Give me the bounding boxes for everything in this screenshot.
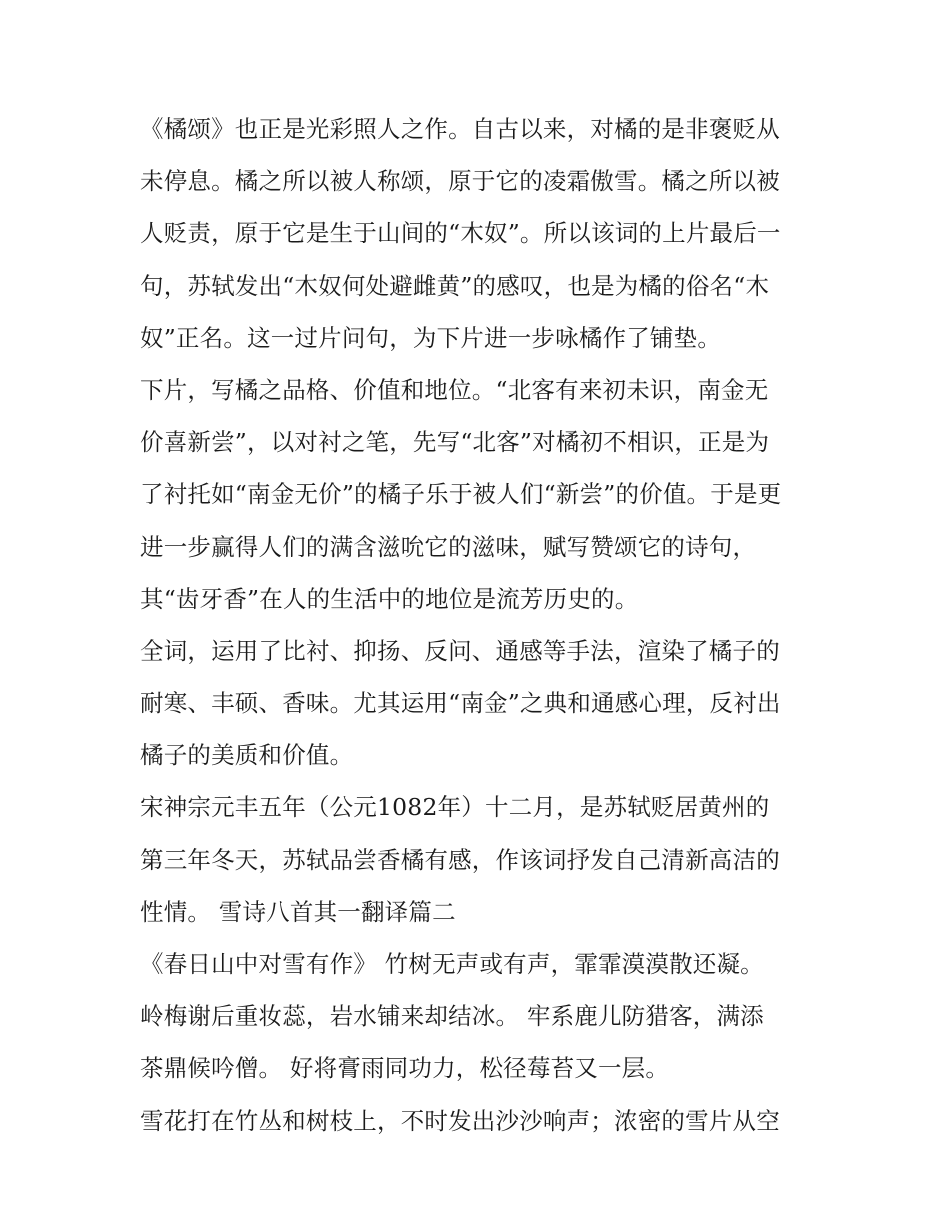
text-line-2: 未停息。橘之所以被人称颂，原于它的凌霜傲雪。橘之所以被 (140, 167, 780, 196)
text-line-10: 其“齿牙香”在人的生活中的地位是流芳历史的。 (140, 584, 639, 613)
text-line-8: 了衬托如“南金无价”的橘子乐于被人们“新尝”的价值。于是更 (140, 480, 782, 509)
text-line-6: 下片，写橘之品格、价值和地位。“北客有来初未识，南金无 (140, 375, 769, 404)
text-line-3: 人贬责，原于它是生于山间的“木奴”。所以该词的上片最后一 (140, 219, 781, 248)
text-line-18: 岭梅谢后重妆蕊，岩水铺来却结冰。 牢系鹿儿防猎客，满添 (140, 1002, 764, 1031)
text-line-7: 价喜新尝”，以对衬之笔，先写“北客”对橘初不相识，正是为 (140, 428, 770, 457)
text-line-15: 第三年冬天，苏轼品尝香橘有感，作该词抒发自己清新高洁的 (140, 845, 780, 874)
text-line-20: 雪花打在竹丛和树枝上，不时发出沙沙响声；浓密的雪片从空 (140, 1106, 780, 1135)
document-body (140, 103, 830, 1147)
text-line-16: 性情。 雪诗八首其一翻译篇二 (140, 897, 456, 926)
text-line-11: 全词，运用了比衬、抑扬、反问、通感等手法，渲染了橘子的 (140, 636, 780, 665)
text-line-14: 宋神宗元丰五年（公元1082年）十二月，是苏轼贬居黄州的 (140, 793, 770, 822)
text-line-4: 句，苏轼发出“木奴何处避雌黄”的感叹，也是为橘的俗名“木 (140, 271, 770, 300)
text-line-1: 《橘颂》也正是光彩照人之作。自古以来，对橘的是非褒贬从 (140, 115, 780, 143)
text-line-13: 橘子的美质和价值。 (140, 741, 354, 770)
text-line-19: 茶鼎候吟僧。 好将膏雨同功力，松径莓苔又一层。 (140, 1054, 670, 1083)
text-line-17: 《春日山中对雪有作》 竹树无声或有声，霏霏漠漠散还凝。 (140, 950, 764, 978)
text-line-5: 奴”正名。这一过片问句，为下片进一步咏橘作了铺垫。 (140, 323, 722, 352)
text-line-9: 进一步赢得人们的满含滋吮它的滋味，赋写赞颂它的诗句， (140, 532, 757, 561)
text-line-12: 耐寒、丰硕、香味。尤其运用“南金”之典和通感心理，反衬出 (140, 689, 781, 718)
